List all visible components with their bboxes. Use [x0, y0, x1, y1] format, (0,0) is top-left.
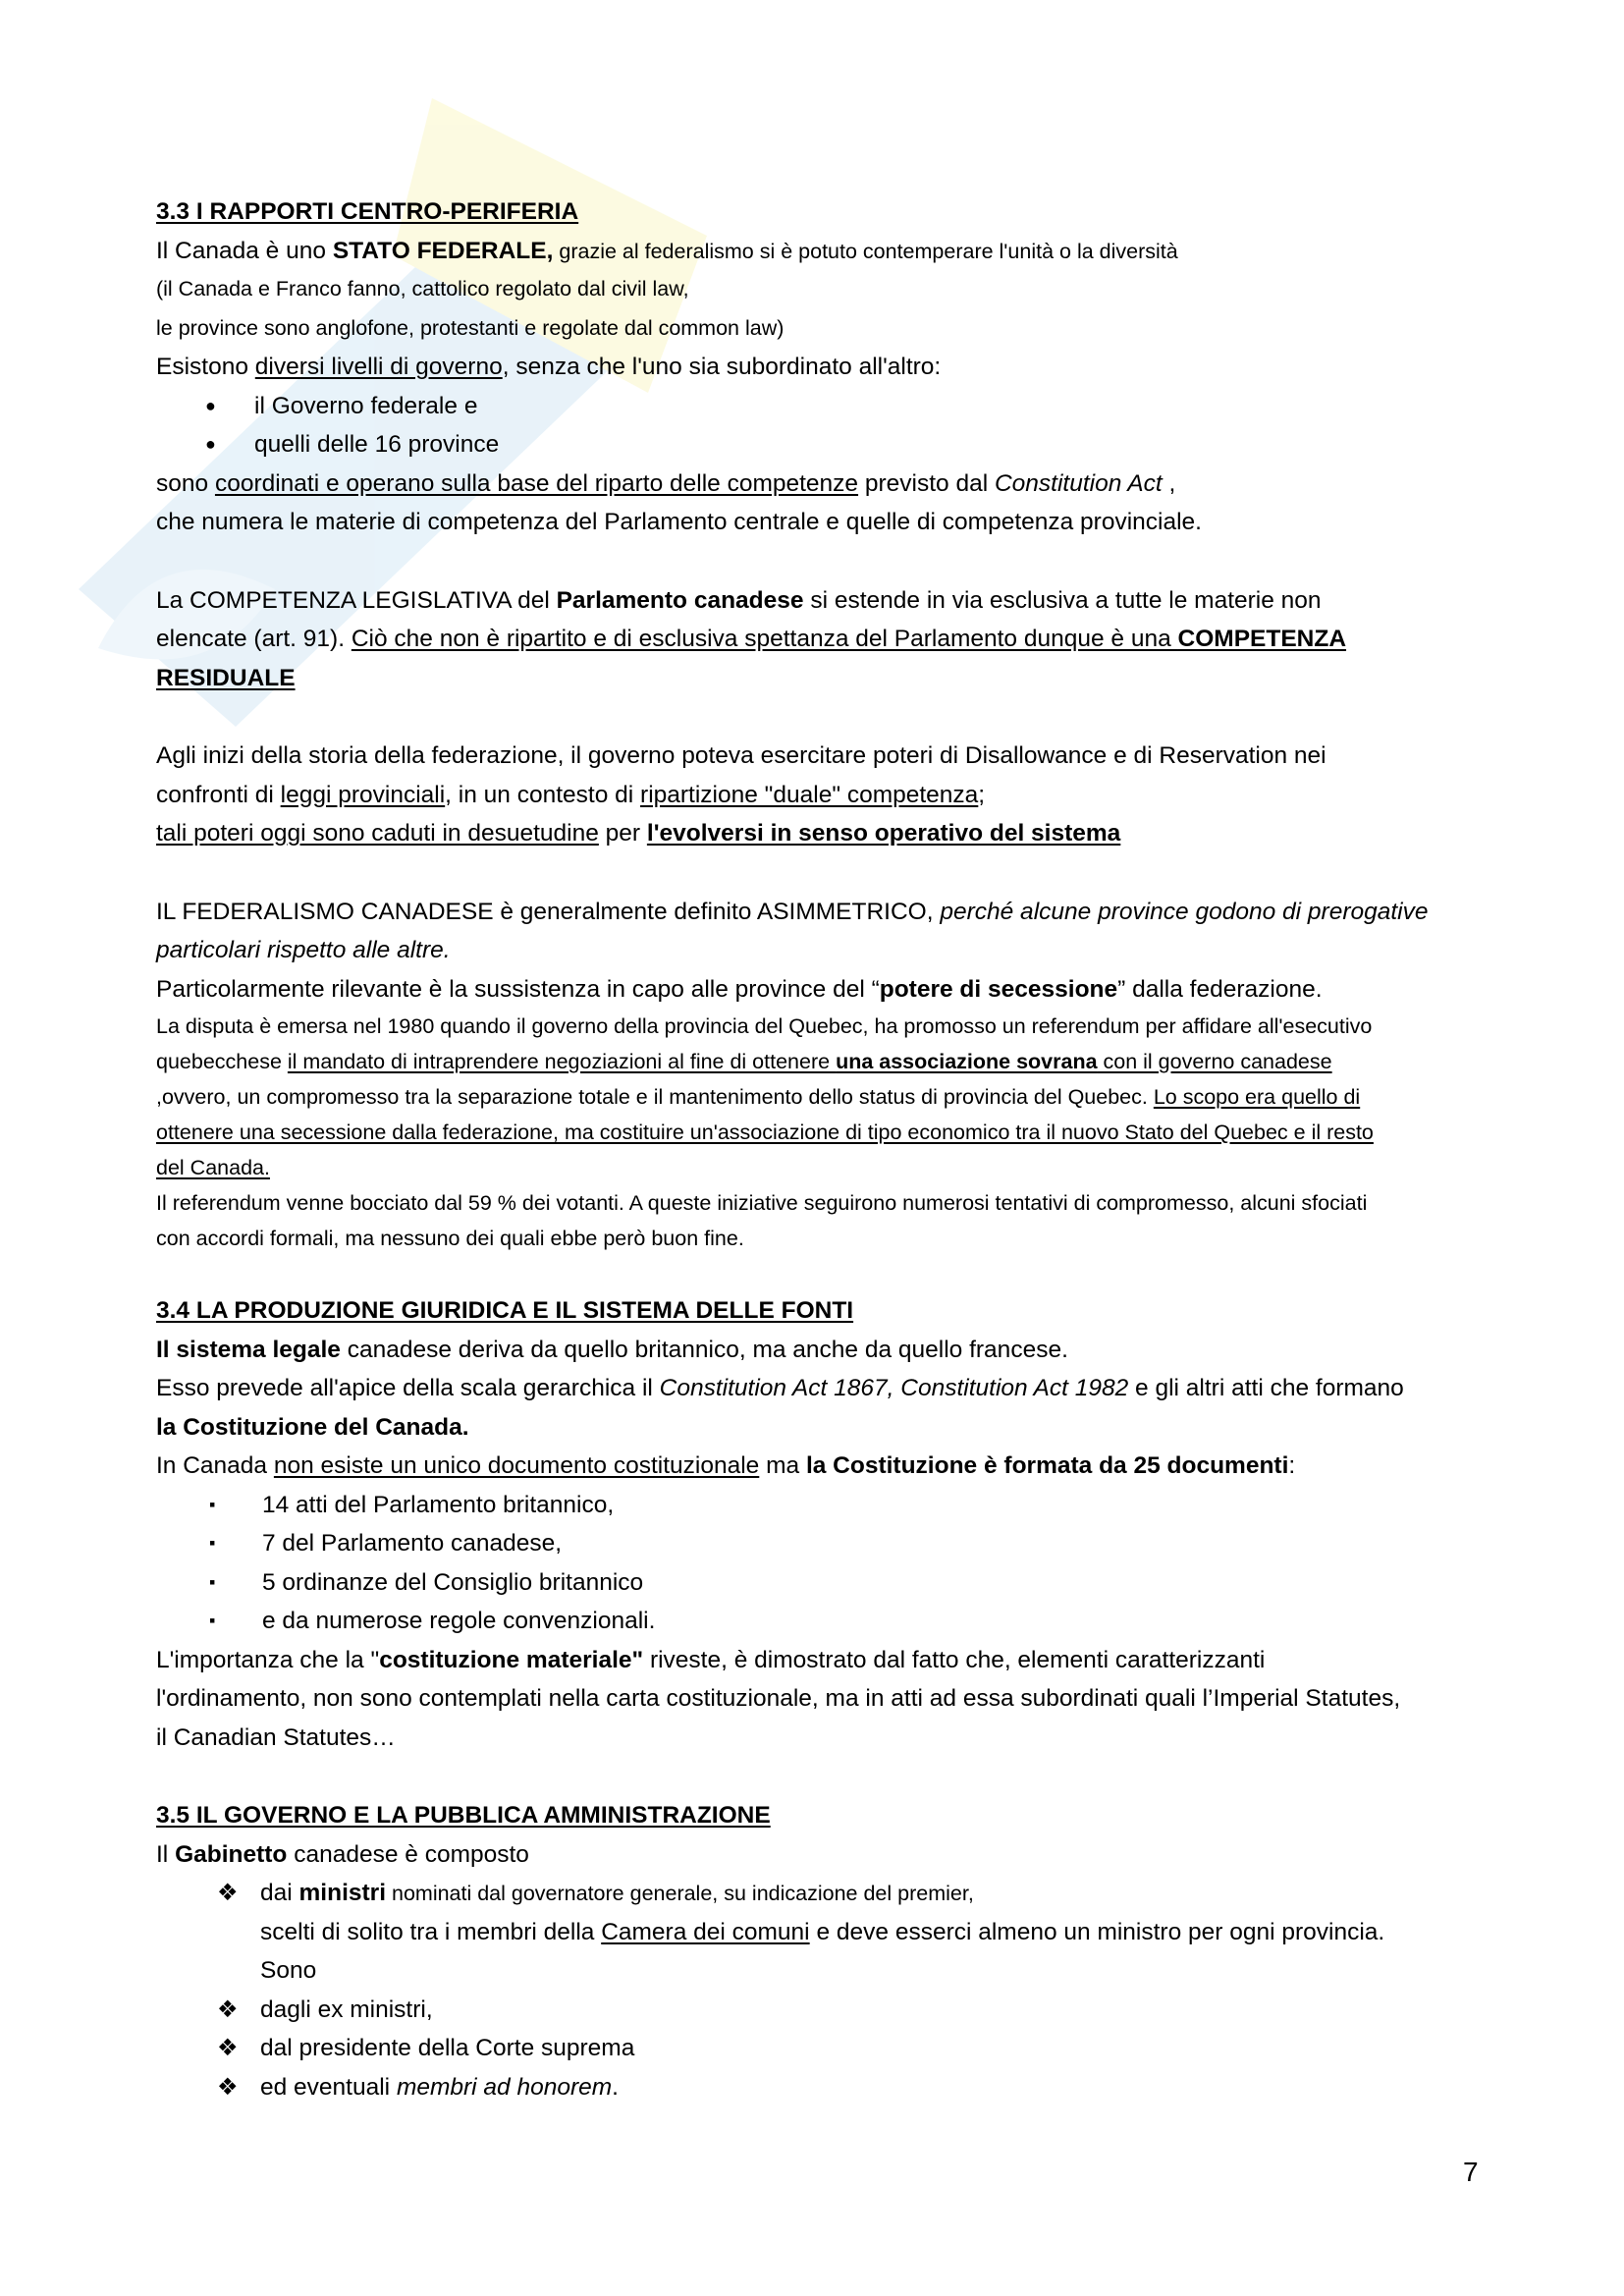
section-heading-3-3: 3.3 I RAPPORTI CENTRO-PERIFERIA: [156, 198, 579, 225]
list-item: ● il Governo federale e: [156, 387, 1482, 426]
paragraph-line: l'ordinamento, non sono contemplati nella carta costituzionale, ma in atti ad essa subordinati quali l’Imperial Statutes,: [156, 1685, 1401, 1712]
list-item: ▪ e da numerose regole convenzionali.: [156, 1602, 1482, 1641]
bullet-diamond-icon: ❖: [217, 2073, 239, 2101]
paragraph-line: La COMPETENZA LEGISLATIVA del Parlamento canadese si estende in via esclusiva a tutte le materie non: [156, 586, 1322, 614]
list-item: ▪ 5 ordinanze del Consiglio britannico: [156, 1563, 1482, 1603]
paragraph-line: Il Gabinetto canadese è composto: [156, 1840, 529, 1868]
paragraph-line: Il sistema legale canadese deriva da quello britannico, ma anche da quello francese.: [156, 1336, 1068, 1363]
paragraph-line: tali poteri oggi sono caduti in desuetudine per l'evolversi in senso operativo del sistema: [156, 820, 1121, 847]
section-heading-3-5: 3.5 IL GOVERNO E LA PUBBLICA AMMINISTRAZIONE: [156, 1802, 771, 1829]
paragraph-line: la Costituzione del Canada.: [156, 1413, 469, 1441]
list-item: ● quelli delle 16 province: [156, 425, 1482, 465]
paragraph-line: ,ovvero, un compromesso tra la separazione totale e il mantenimento dello status di provincia del Quebec. Lo scopo era quello di: [156, 1085, 1361, 1109]
paragraph-line: sono coordinati e operano sulla base del riparto delle competenze previsto dal Constitution Act ,: [156, 469, 1176, 497]
page-number: 7: [1463, 2157, 1479, 2187]
paragraph-line: le province sono anglofone, protestanti e regolate dal common law): [156, 315, 785, 340]
paragraph-line: particolari rispetto alle altre.: [156, 937, 451, 963]
list-item: ▪ 7 del Parlamento canadese,: [156, 1524, 1482, 1563]
bullet-diamond-icon: ❖: [217, 1880, 239, 1906]
bullet-square-icon: ▪: [209, 1611, 216, 1630]
bullet-diamond-icon: ❖: [217, 1995, 239, 2023]
paragraph-line: RESIDUALE: [156, 664, 296, 691]
list-item: ❖ dai ministri nominati dal governatore generale, su indicazione del premier,: [156, 1874, 1482, 1913]
bullet-square-icon: ▪: [209, 1533, 216, 1553]
paragraph-line: il Canadian Statutes…: [156, 1723, 396, 1751]
paragraph-line: confronti di leggi provinciali, in un contesto di ripartizione "duale" competenza;: [156, 781, 986, 808]
paragraph-line: In Canada non esiste un unico documento costituzionale ma la Costituzione è formata da 25 documenti:: [156, 1452, 1296, 1479]
section-heading-3-4: 3.4 LA PRODUZIONE GIURIDICA E IL SISTEMA DELLE FONTI: [156, 1297, 854, 1324]
list-item-continuation: scelti di solito tra i membri della Camera dei comuni e deve esserci almeno un ministro per ogni provincia.: [260, 1918, 1385, 1945]
paragraph-line: Agli inizi della storia della federazione, il governo poteva esercitare poteri di Disallowance e di Reservation nei: [156, 742, 1326, 769]
list-item-continuation: Sono: [260, 1957, 317, 1984]
paragraph-line: Il Canada è uno STATO FEDERALE, grazie al federalismo si è potuto contemperare l'unità o la diversità: [156, 237, 1178, 264]
list-item: ❖ ed eventuali membri ad honorem.: [156, 2068, 1482, 2107]
list-item: ❖ dal presidente della Corte suprema: [156, 2029, 1482, 2068]
list-item: ❖ dagli ex ministri,: [156, 1991, 1482, 2030]
paragraph-line: ottenere una secessione dalla federazione, ma costituire un'associazione di tipo economico tra il nuovo Stato del Quebec e il resto: [156, 1121, 1374, 1144]
paragraph-line: elencate (art. 91). Ciò che non è ripartito e di esclusiva spettanza del Parlamento dunque è una COMPETENZA: [156, 626, 1347, 652]
paragraph-line: (il Canada e Franco fanno, cattolico regolato dal civil law,: [156, 277, 689, 301]
paragraph-line: Particolarmente rilevante è la sussistenza in capo alle province del “potere di secessione” dalla federazione.: [156, 975, 1323, 1003]
bullet-square-icon: ▪: [209, 1571, 216, 1592]
paragraph-line: IL FEDERALISMO CANADESE è generalmente definito ASIMMETRICO, perché alcune province godono di prerogative: [156, 898, 1429, 925]
bullet-dot-icon: ●: [205, 395, 216, 415]
paragraph-line: del Canada.: [156, 1156, 270, 1179]
bullet-square-icon: ▪: [209, 1494, 216, 1514]
bullet-dot-icon: ●: [205, 434, 216, 454]
bullet-diamond-icon: ❖: [217, 2035, 239, 2061]
list-item: ▪ 14 atti del Parlamento britannico,: [156, 1486, 1482, 1525]
paragraph-line: quebecchese il mandato di intraprendere negoziazioni al fine di ottenere una associazione sovrana con il governo canadese: [156, 1050, 1332, 1073]
page-content: [156, 192, 1482, 2106]
paragraph-line: con accordi formali, ma nessuno dei quali ebbe però buon fine.: [156, 1227, 744, 1250]
paragraph-line: La disputa è emersa nel 1980 quando il governo della provincia del Quebec, ha promosso un referendum per affidare all'esecutivo: [156, 1014, 1373, 1038]
paragraph-line: Esso prevede all'apice della scala gerarchica il Constitution Act 1867, Constitution Act 1982 e gli altri atti che formano: [156, 1375, 1404, 1401]
paragraph-line: che numera le materie di competenza del Parlamento centrale e quelle di competenza provinciale.: [156, 509, 1202, 535]
paragraph-line: Esistono diversi livelli di governo, senza che l'uno sia subordinato all'altro:: [156, 354, 942, 380]
paragraph-line: L'importanza che la "costituzione materiale" riveste, è dimostrato dal fatto che, elementi caratterizzanti: [156, 1646, 1266, 1673]
paragraph-line: Il referendum venne bocciato dal 59 % dei votanti. A queste iniziative seguirono numerosi tentativi di compromesso, alcuni sfociati: [156, 1191, 1368, 1215]
